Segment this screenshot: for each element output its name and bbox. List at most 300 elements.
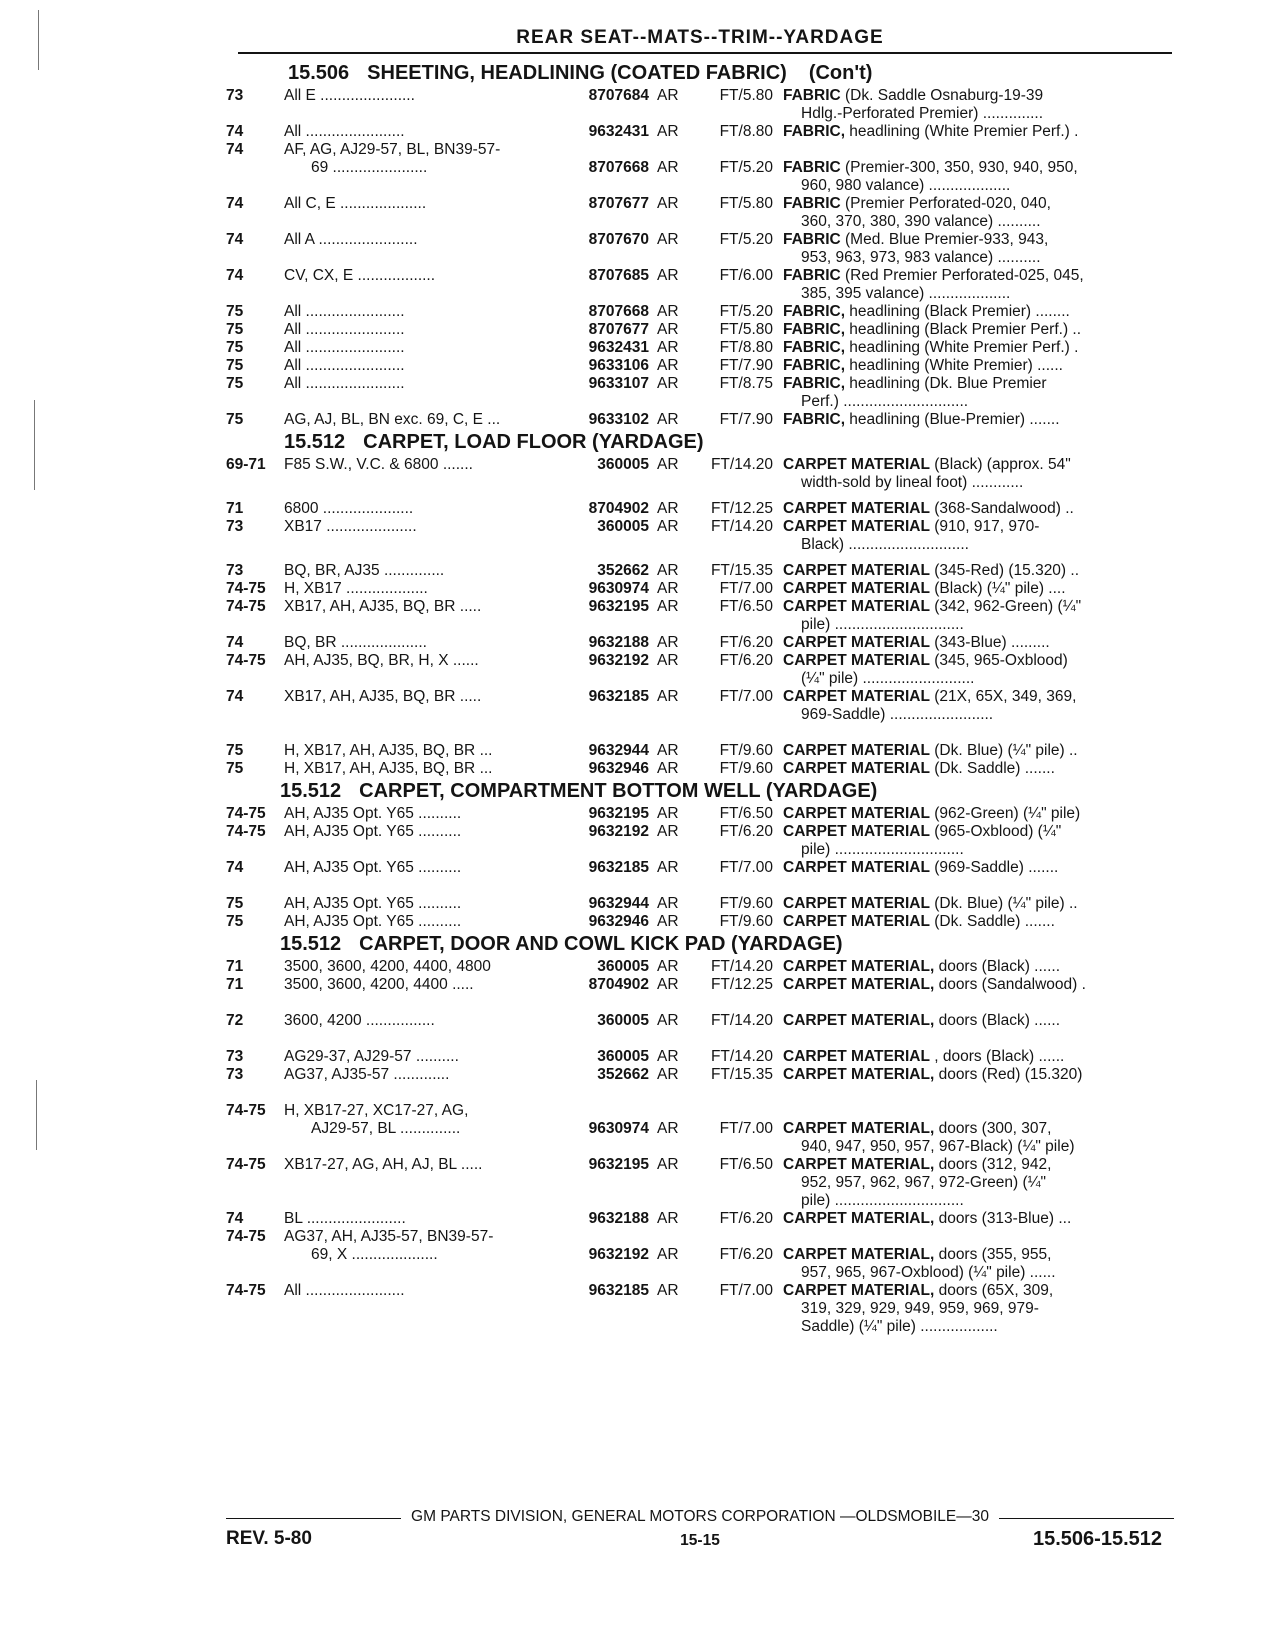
- model-text: All: [284, 357, 302, 374]
- description-text: pile) ..............................: [801, 1192, 964, 1209]
- unit-price: FT/7.00: [719, 580, 773, 597]
- model-text: All: [284, 375, 302, 392]
- unit-price: FT/6.20: [719, 1246, 773, 1263]
- part-description: [783, 1246, 1176, 1264]
- description-text: headlining (Blue-Premier) .......: [845, 411, 1060, 428]
- dot-leader: .......................: [301, 339, 405, 356]
- quantity: AR: [657, 375, 679, 392]
- model-applicability: [284, 87, 561, 105]
- description-text: (343-Blue) .........: [929, 634, 1050, 651]
- part-name: FABRIC: [783, 159, 841, 176]
- section-heading: [226, 778, 1176, 805]
- part-number: 9633102: [588, 411, 649, 428]
- quantity: AR: [657, 1048, 679, 1065]
- description-text: (Dk. Saddle Osnaburg-19-39: [840, 87, 1044, 104]
- table-row: [226, 1066, 1176, 1084]
- model-applicability: [284, 823, 561, 841]
- model-year: 73: [226, 1066, 244, 1083]
- model-year: 75: [226, 375, 244, 392]
- unit-price: FT/8.75: [719, 375, 773, 392]
- description-text: (Dk. Blue) (¼" pile) ..: [929, 895, 1078, 912]
- model-year: 73: [226, 87, 244, 104]
- section-number: 15.506: [288, 62, 350, 84]
- description-text: doors (65X, 309,: [934, 1282, 1054, 1299]
- footer-rule-right: [999, 1518, 1174, 1519]
- part-description: [783, 1264, 1176, 1282]
- model-year: 75: [226, 895, 244, 912]
- description-text: (21X, 65X, 349, 369,: [929, 688, 1077, 705]
- model-text: H, XB17, AH, AJ35, BQ, BR: [284, 742, 476, 759]
- scan-edge-mark: [34, 400, 35, 490]
- dot-leader: ..........: [413, 805, 462, 822]
- description-text: (345, 965-Oxblood): [929, 652, 1068, 669]
- model-year: 75: [226, 913, 244, 930]
- part-description: [783, 285, 1176, 303]
- table-row-continuation: [226, 536, 1176, 554]
- description-text: 969-Saddle) ........................: [801, 706, 994, 723]
- model-applicability: [284, 1210, 561, 1228]
- quantity: AR: [657, 1012, 679, 1029]
- description-text: headlining (White Premier) ......: [845, 357, 1063, 374]
- part-name: CARPET MATERIAL: [783, 598, 930, 615]
- model-text: AH, AJ35 Opt. Y65: [284, 805, 414, 822]
- quantity: AR: [657, 1282, 679, 1299]
- quantity: AR: [657, 652, 679, 669]
- model-text: All C, E: [284, 195, 336, 212]
- dot-leader: ...................: [341, 580, 428, 597]
- part-number: 360005: [597, 1012, 649, 1029]
- section-title-text: CARPET, LOAD FLOOR (YARDAGE): [363, 431, 704, 453]
- description-text: (Red Premier Perforated-025, 045,: [840, 267, 1084, 284]
- model-text: 3600, 4200: [284, 1012, 362, 1029]
- part-number: 360005: [597, 1048, 649, 1065]
- model-text: BQ, BR: [284, 634, 337, 651]
- unit-price: FT/6.50: [719, 598, 773, 615]
- model-applicability: [284, 303, 561, 321]
- model-year: 71: [226, 958, 244, 975]
- unit-price: FT/15.35: [710, 1066, 773, 1083]
- model-applicability: [284, 321, 561, 339]
- part-description: [783, 456, 1176, 474]
- part-number: 8704902: [588, 976, 649, 993]
- model-year: 75: [226, 411, 244, 428]
- table-row: [226, 195, 1176, 213]
- part-number: 9632185: [588, 859, 649, 876]
- table-row-continuation: [226, 249, 1176, 267]
- model-applicability: [284, 123, 561, 141]
- part-number: 9632185: [588, 688, 649, 705]
- dot-leader: .......................: [301, 321, 405, 338]
- model-text: All: [284, 339, 302, 356]
- table-row: [226, 652, 1176, 670]
- table-row: [226, 895, 1176, 913]
- table-row: [226, 976, 1176, 994]
- quantity: AR: [657, 742, 679, 759]
- dot-leader: ...: [475, 742, 493, 759]
- model-year: 74-75: [226, 1156, 266, 1173]
- table-row-continuation: [226, 616, 1176, 634]
- part-name: CARPET MATERIAL,: [783, 1246, 935, 1263]
- part-name: FABRIC,: [783, 123, 845, 140]
- quantity: AR: [657, 760, 679, 777]
- description-text: (345-Red) (15.320) ..: [929, 562, 1080, 579]
- model-applicability: [284, 1156, 561, 1174]
- model-applicability: [284, 1048, 561, 1066]
- table-row: [226, 1012, 1176, 1030]
- model-applicability: [284, 634, 561, 652]
- model-applicability: [284, 580, 561, 598]
- part-description: [783, 823, 1176, 841]
- description-text: 952, 957, 962, 967, 972-Green) (¼": [801, 1174, 1047, 1191]
- unit-price: FT/8.80: [719, 339, 773, 356]
- table-row: [226, 580, 1176, 598]
- table-row: [226, 321, 1176, 339]
- model-year: 74: [226, 123, 244, 140]
- model-text: AF, AG, AJ29-57, BL, BN39-57-: [284, 141, 501, 158]
- part-description: [783, 616, 1176, 634]
- description-text: (Premier Perforated-020, 040,: [840, 195, 1051, 212]
- description-text: doors (Black) ......: [934, 958, 1061, 975]
- description-text: (962-Green) (¼" pile): [929, 805, 1081, 822]
- footer-rule-left: [226, 1518, 401, 1519]
- table-row-continuation: [226, 1174, 1176, 1192]
- dot-leader: ......................: [328, 159, 428, 176]
- part-name: CARPET MATERIAL: [783, 805, 930, 822]
- footer-publisher-line: [226, 1508, 1174, 1526]
- part-description: [783, 87, 1176, 105]
- model-applicability: [284, 976, 561, 994]
- table-row: [226, 1282, 1176, 1300]
- dot-leader: ...: [483, 411, 501, 428]
- part-number: 9632195: [588, 1156, 649, 1173]
- table-row-continuation: [226, 841, 1176, 859]
- part-number: 360005: [597, 958, 649, 975]
- unit-price: FT/9.60: [719, 760, 773, 777]
- dot-leader: ..........: [413, 859, 462, 876]
- part-number: 9632192: [588, 652, 649, 669]
- part-number: 9632192: [588, 1246, 649, 1263]
- dot-leader: ...: [475, 760, 493, 777]
- dot-leader: ..............: [395, 1120, 461, 1137]
- quantity: AR: [657, 976, 679, 993]
- model-year: 74: [226, 688, 244, 705]
- part-number: 8707685: [588, 267, 649, 284]
- description-text: 940, 947, 950, 957, 967-Black) (¼" pile): [801, 1138, 1075, 1155]
- part-description: [783, 123, 1176, 141]
- unit-price: FT/5.80: [719, 321, 773, 338]
- table-row: [226, 339, 1176, 357]
- description-text: doors (355, 955,: [934, 1246, 1052, 1263]
- model-applicability: [284, 195, 561, 213]
- dot-leader: ..........: [411, 1048, 459, 1065]
- part-number: 9633106: [588, 357, 649, 374]
- model-applicability: [284, 652, 561, 670]
- table-row-continuation: [226, 670, 1176, 688]
- model-text: AG37, AJ35-57: [284, 1066, 390, 1083]
- part-description: [783, 958, 1176, 976]
- model-text: 3500, 3600, 4200, 4400, 4800: [284, 958, 491, 975]
- description-text: doors (Red) (15.320): [934, 1066, 1083, 1083]
- dot-leader: ..........: [413, 913, 462, 930]
- table-row: [226, 913, 1176, 931]
- model-applicability: [284, 141, 561, 159]
- quantity: AR: [657, 913, 679, 930]
- model-year: 74: [226, 634, 244, 651]
- description-text: headlining (White Premier Perf.) .: [845, 123, 1079, 140]
- part-number: 9632944: [588, 895, 649, 912]
- part-description: [783, 1318, 1176, 1336]
- part-description: [783, 518, 1176, 536]
- description-text: doors (313-Blue) ...: [934, 1210, 1072, 1227]
- model-year: 75: [226, 742, 244, 759]
- table-row: [226, 805, 1176, 823]
- description-text: (Dk. Saddle) .......: [929, 760, 1055, 777]
- quantity: AR: [657, 267, 679, 284]
- section-number: 15.512: [280, 933, 342, 955]
- part-number: 8707668: [588, 303, 649, 320]
- table-row-continuation: [226, 1138, 1176, 1156]
- part-name: FABRIC: [783, 195, 841, 212]
- part-description: [783, 976, 1176, 994]
- part-name: CARPET MATERIAL,: [783, 958, 935, 975]
- part-description: [783, 321, 1176, 339]
- part-number: 9630974: [588, 1120, 649, 1137]
- model-year: 74-75: [226, 580, 266, 597]
- part-name: CARPET MATERIAL: [783, 1048, 930, 1065]
- part-number: 9632431: [588, 339, 649, 356]
- model-year: 74: [226, 859, 244, 876]
- description-text: Hdlg.-Perforated Premier) ..............: [801, 105, 1044, 122]
- model-year: 74: [226, 231, 244, 248]
- description-text: (910, 917, 970-: [929, 518, 1040, 535]
- table-row: [226, 1048, 1176, 1066]
- table-row: [226, 760, 1176, 778]
- quantity: AR: [657, 195, 679, 212]
- model-applicability: [284, 518, 561, 536]
- unit-price: FT/5.20: [719, 159, 773, 176]
- description-text: doors (300, 307,: [934, 1120, 1052, 1137]
- part-description: [783, 267, 1176, 285]
- model-applicability: [284, 1066, 561, 1084]
- unit-price: FT/6.20: [719, 1210, 773, 1227]
- part-name: CARPET MATERIAL,: [783, 1282, 935, 1299]
- description-text: Saddle) (¼" pile) ..................: [801, 1318, 998, 1335]
- quantity: AR: [657, 231, 679, 248]
- model-text: 69: [311, 159, 329, 176]
- part-description: [783, 652, 1176, 670]
- part-description: [783, 913, 1176, 931]
- table-row: [226, 267, 1176, 285]
- dot-leader: ......: [448, 652, 479, 669]
- table-row-continuation: [226, 1192, 1176, 1210]
- unit-price: FT/14.20: [710, 1048, 773, 1065]
- description-text: (Black) (approx. 54": [929, 456, 1071, 473]
- model-year: 74-75: [226, 598, 266, 615]
- part-number: 8707668: [588, 159, 649, 176]
- part-description: [783, 1210, 1176, 1228]
- description-text: (368-Sandalwood) ..: [929, 500, 1074, 517]
- model-text: All A: [284, 231, 315, 248]
- description-text: (965-Oxblood) (¼": [929, 823, 1062, 840]
- model-year: 74-75: [226, 1282, 266, 1299]
- dot-leader: .......................: [301, 303, 405, 320]
- unit-price: FT/14.20: [710, 1012, 773, 1029]
- quantity: AR: [657, 321, 679, 338]
- unit-price: FT/9.60: [719, 742, 773, 759]
- dot-leader: .....: [456, 1156, 483, 1173]
- part-description: [783, 303, 1176, 321]
- quantity: AR: [657, 357, 679, 374]
- part-name: CARPET MATERIAL,: [783, 1120, 935, 1137]
- part-description: [783, 213, 1176, 231]
- part-description: [783, 357, 1176, 375]
- model-applicability: [284, 688, 561, 706]
- part-description: [783, 562, 1176, 580]
- part-name: CARPET MATERIAL: [783, 688, 930, 705]
- description-text: (969-Saddle) .......: [929, 859, 1059, 876]
- description-text: doors (312, 942,: [934, 1156, 1052, 1173]
- description-text: (Premier-300, 350, 930, 940, 950,: [840, 159, 1078, 176]
- quantity: AR: [657, 1120, 679, 1137]
- model-text: H, XB17-27, XC17-27, AG,: [284, 1102, 469, 1119]
- part-name: FABRIC: [783, 231, 841, 248]
- part-name: FABRIC: [783, 87, 841, 104]
- part-number: 8707670: [588, 231, 649, 248]
- model-applicability: [284, 859, 561, 877]
- unit-price: FT/9.60: [719, 913, 773, 930]
- model-text: XB17, AH, AJ35, BQ, BR: [284, 688, 456, 705]
- unit-price: FT/6.20: [719, 823, 773, 840]
- description-text: width-sold by lineal foot) ............: [801, 474, 1024, 491]
- description-text: headlining (Black Premier) ........: [845, 303, 1070, 320]
- part-number: 9632188: [588, 1210, 649, 1227]
- table-row-continuation: [226, 105, 1176, 123]
- table-row-continuation: [226, 1300, 1176, 1318]
- part-description: [783, 105, 1176, 123]
- section-title-text: SHEETING, HEADLINING (COATED FABRIC): [367, 62, 787, 84]
- dot-leader: ..........: [413, 823, 462, 840]
- part-description: [783, 1156, 1176, 1174]
- part-name: FABRIC,: [783, 357, 845, 374]
- description-text: 960, 980 valance) ...................: [801, 177, 1011, 194]
- page-title: REAR SEAT--MATS--TRIM--YARDAGE: [516, 27, 884, 48]
- unit-price: FT/12.25: [710, 500, 773, 517]
- unit-price: FT/8.80: [719, 123, 773, 140]
- table-row: [226, 500, 1176, 518]
- table-row: [226, 87, 1176, 105]
- model-applicability: [284, 1120, 561, 1138]
- model-applicability: [284, 742, 561, 760]
- part-description: [783, 177, 1176, 195]
- model-year: 74-75: [226, 1228, 266, 1245]
- part-description: [783, 1120, 1176, 1138]
- quantity: AR: [657, 339, 679, 356]
- description-text: Black) ............................: [801, 536, 969, 553]
- quantity: AR: [657, 958, 679, 975]
- table-row-continuation: [226, 393, 1176, 411]
- model-text: CV, CX, E: [284, 267, 354, 284]
- table-row: [226, 1228, 1176, 1246]
- table-row: [226, 518, 1176, 536]
- part-name: CARPET MATERIAL: [783, 456, 930, 473]
- model-year: 71: [226, 976, 244, 993]
- unit-price: FT/6.50: [719, 1156, 773, 1173]
- model-text: AG, AJ, BL, BN exc. 69, C, E: [284, 411, 483, 428]
- part-number: 9632946: [588, 760, 649, 777]
- model-year: 74: [226, 1210, 244, 1227]
- part-number: 9632944: [588, 742, 649, 759]
- part-description: [783, 159, 1176, 177]
- description-text: headlining (Dk. Blue Premier: [845, 375, 1047, 392]
- table-row-continuation: [226, 213, 1176, 231]
- part-number: 9632192: [588, 823, 649, 840]
- unit-price: FT/7.00: [719, 1282, 773, 1299]
- quantity: AR: [657, 411, 679, 428]
- part-description: [783, 1048, 1176, 1066]
- model-applicability: [284, 159, 561, 177]
- part-description: [783, 670, 1176, 688]
- part-name: CARPET MATERIAL: [783, 859, 930, 876]
- unit-price: FT/7.00: [719, 859, 773, 876]
- part-description: [783, 1192, 1176, 1210]
- description-text: 360, 370, 380, 390 valance) ..........: [801, 213, 1041, 230]
- table-row: [226, 1102, 1176, 1120]
- parts-listing: [226, 60, 1176, 1336]
- model-text: AG29-37, AJ29-57: [284, 1048, 412, 1065]
- model-applicability: [284, 231, 561, 249]
- dot-leader: .......: [438, 456, 473, 473]
- dot-leader: .......................: [301, 123, 405, 140]
- dot-leader: ................: [361, 1012, 435, 1029]
- model-year: 74: [226, 195, 244, 212]
- part-name: FABRIC: [783, 267, 841, 284]
- unit-price: FT/14.20: [710, 958, 773, 975]
- model-applicability: [284, 895, 561, 913]
- quantity: AR: [657, 159, 679, 176]
- model-text: AG37, AH, AJ35-57, BN39-57-: [284, 1228, 494, 1245]
- part-name: FABRIC,: [783, 339, 845, 356]
- table-row: [226, 303, 1176, 321]
- unit-price: FT/5.80: [719, 87, 773, 104]
- quantity: AR: [657, 823, 679, 840]
- model-year: 74-75: [226, 823, 266, 840]
- footer-publisher: GM PARTS DIVISION, GENERAL MOTORS CORPORATION —OLDSMOBILE—30: [411, 1508, 989, 1525]
- quantity: AR: [657, 895, 679, 912]
- quantity: AR: [657, 500, 679, 517]
- dot-leader: ..................: [353, 267, 436, 284]
- part-description: [783, 841, 1176, 859]
- scan-edge-mark: [38, 10, 39, 70]
- quantity: AR: [657, 688, 679, 705]
- dot-leader: .......................: [301, 1282, 405, 1299]
- dot-leader: .....: [455, 688, 482, 705]
- model-applicability: [284, 375, 561, 393]
- part-name: CARPET MATERIAL: [783, 760, 930, 777]
- model-text: 6800: [284, 500, 319, 517]
- part-description: [783, 231, 1176, 249]
- part-description: [783, 1300, 1176, 1318]
- quantity: AR: [657, 562, 679, 579]
- part-description: [783, 375, 1176, 393]
- part-description: [783, 536, 1176, 554]
- table-row: [226, 375, 1176, 393]
- model-year: 75: [226, 357, 244, 374]
- model-year: 74-75: [226, 652, 266, 669]
- table-row-continuation: [226, 474, 1176, 492]
- model-year: 74-75: [226, 1102, 266, 1119]
- part-number: 8707684: [588, 87, 649, 104]
- model-applicability: [284, 411, 561, 429]
